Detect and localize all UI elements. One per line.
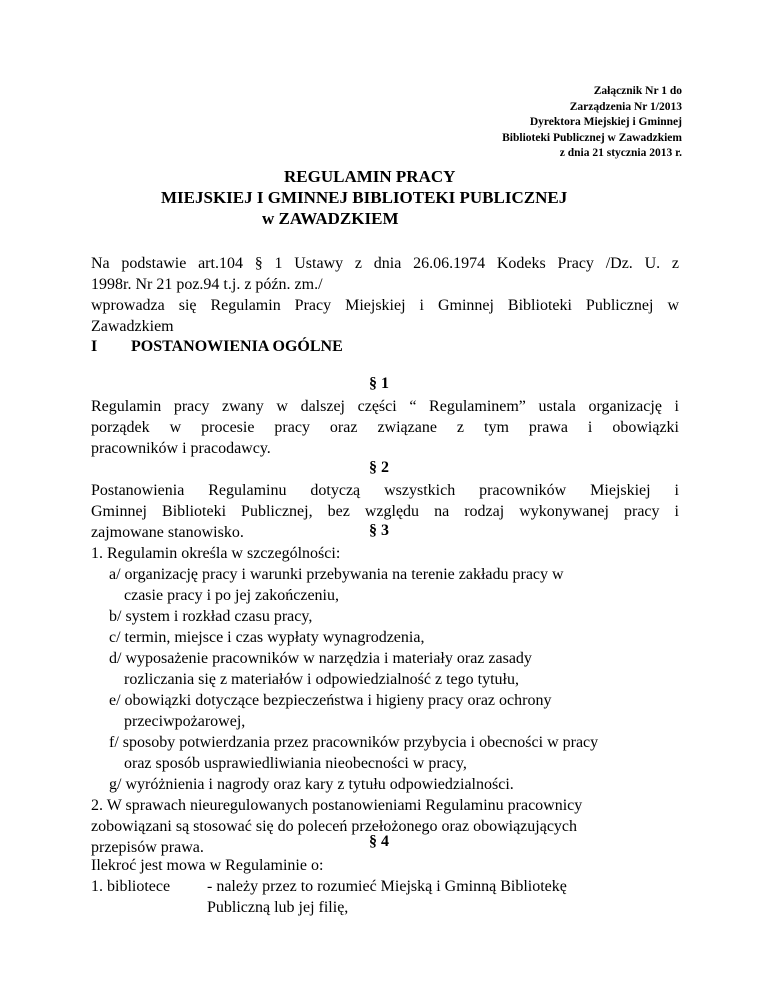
text-line: 1998r. Nr 21 poz.94 t.j. z późn. zm./ [91,276,323,293]
paragraph-sign: § 4 [369,833,389,850]
list-item: e/ obowiązki dotyczące bezpieczeństwa i higieny pracy oraz ochrony [109,692,552,709]
list-item: g/ wyróżnienia i nagrody oraz kary z tytułu odpowiedzialności. [109,776,514,793]
paragraph-3 [91,543,679,858]
list-item: a/ organizację pracy i warunki przebywania na terenie zakładu pracy w [109,566,564,583]
text-line: 1. Regulamin określa w szczególności: [91,545,341,562]
list-item-continuation: przeciwpożarowej, [124,713,246,730]
text-line: Ilekroć jest mowa w Regulaminie o: [91,857,324,874]
annex-line: Zarządzenia Nr 1/2013 [569,100,682,113]
text-line: pracowników i pracodawcy. [91,440,271,457]
text-line: wprowadza się Regulamin Pracy Miejskiej i Gminnej Biblioteki Publicznej w [91,297,679,314]
text-line: 2. W sprawach nieuregulowanych postanowieniami Regulaminu pracownicy [91,797,583,814]
annex-header [502,84,682,162]
intro-paragraph [91,253,679,337]
title-line: MIEJSKIEJ I GMINNEJ BIBLIOTEKI PUBLICZNEJ [161,188,568,207]
list-item: b/ system i rozkład czasu pracy, [109,608,313,625]
paragraph-sign: § 1 [369,375,389,392]
definition-text: - należy przez to rozumieć Miejską i Gminną Bibliotekę [207,878,567,895]
title-line: w ZAWADZKIEM [262,209,399,228]
text-line: przepisów prawa. [91,839,204,856]
text-line: Na podstawie art.104 § 1 Ustawy z dnia 26.06.1974 Kodeks Pracy /Dz. U. z [91,255,679,272]
definition-continuation: Publiczną lub jej filię, [207,899,349,916]
text-line: zajmowane stanowisko. [91,524,244,541]
list-item-continuation: oraz sposób usprawiedliwiania nieobecności w pracy, [124,755,467,772]
text-line: Zawadzkiem [91,318,174,335]
paragraph-sign: § 2 [369,459,389,476]
text-line: porządek w procesie pracy oraz związane z tym prawa i obowiązki [91,419,679,436]
paragraph-4 [91,855,679,918]
annex-line: Załącznik Nr 1 do [593,85,682,97]
annex-line: Biblioteki Publicznej w Zawadzkiem [502,131,682,144]
list-item: f/ sposoby potwierdzania przez pracowników przybycia i obecności w pracy [109,734,599,751]
text-line: Postanowienia Regulaminu dotyczą wszystkich pracowników Miejskiej i [91,482,679,499]
paragraph-1 [91,396,679,459]
list-item: d/ wyposażenie pracowników w narzędzia i materiały oraz zasady [109,650,532,667]
title-line: REGULAMIN PRACY [284,167,456,186]
list-item: c/ termin, miejsce i czas wypłaty wynagrodzenia, [109,629,425,646]
annex-line: Dyrektora Miejskiej i Gminnej [529,116,682,128]
text-line: Gminnej Biblioteki Publicznej, bez względu na rodzaj wykonywanej pracy i [91,503,679,520]
list-item-continuation: czasie pracy i po jej zakończeniu, [124,587,339,604]
definition-row [91,876,679,897]
definition-term: 1. bibliotece [91,878,171,895]
section-number: I [91,338,98,355]
paragraph-sign: § 3 [369,522,389,539]
text-line: Regulamin pracy zwany w dalszej części “ Regulaminem” ustala organizację i [91,398,679,415]
list-item-continuation: rozliczania się z materiałów i odpowiedzialność z tego tytułu, [124,671,519,688]
text-line: zobowiązani są stosować się do poleceń przełożonego oraz obowiązujących [91,818,578,835]
annex-line: z dnia 21 stycznia 2013 r. [559,147,682,159]
section-title: POSTANOWIENIA OGÓLNE [131,338,343,355]
